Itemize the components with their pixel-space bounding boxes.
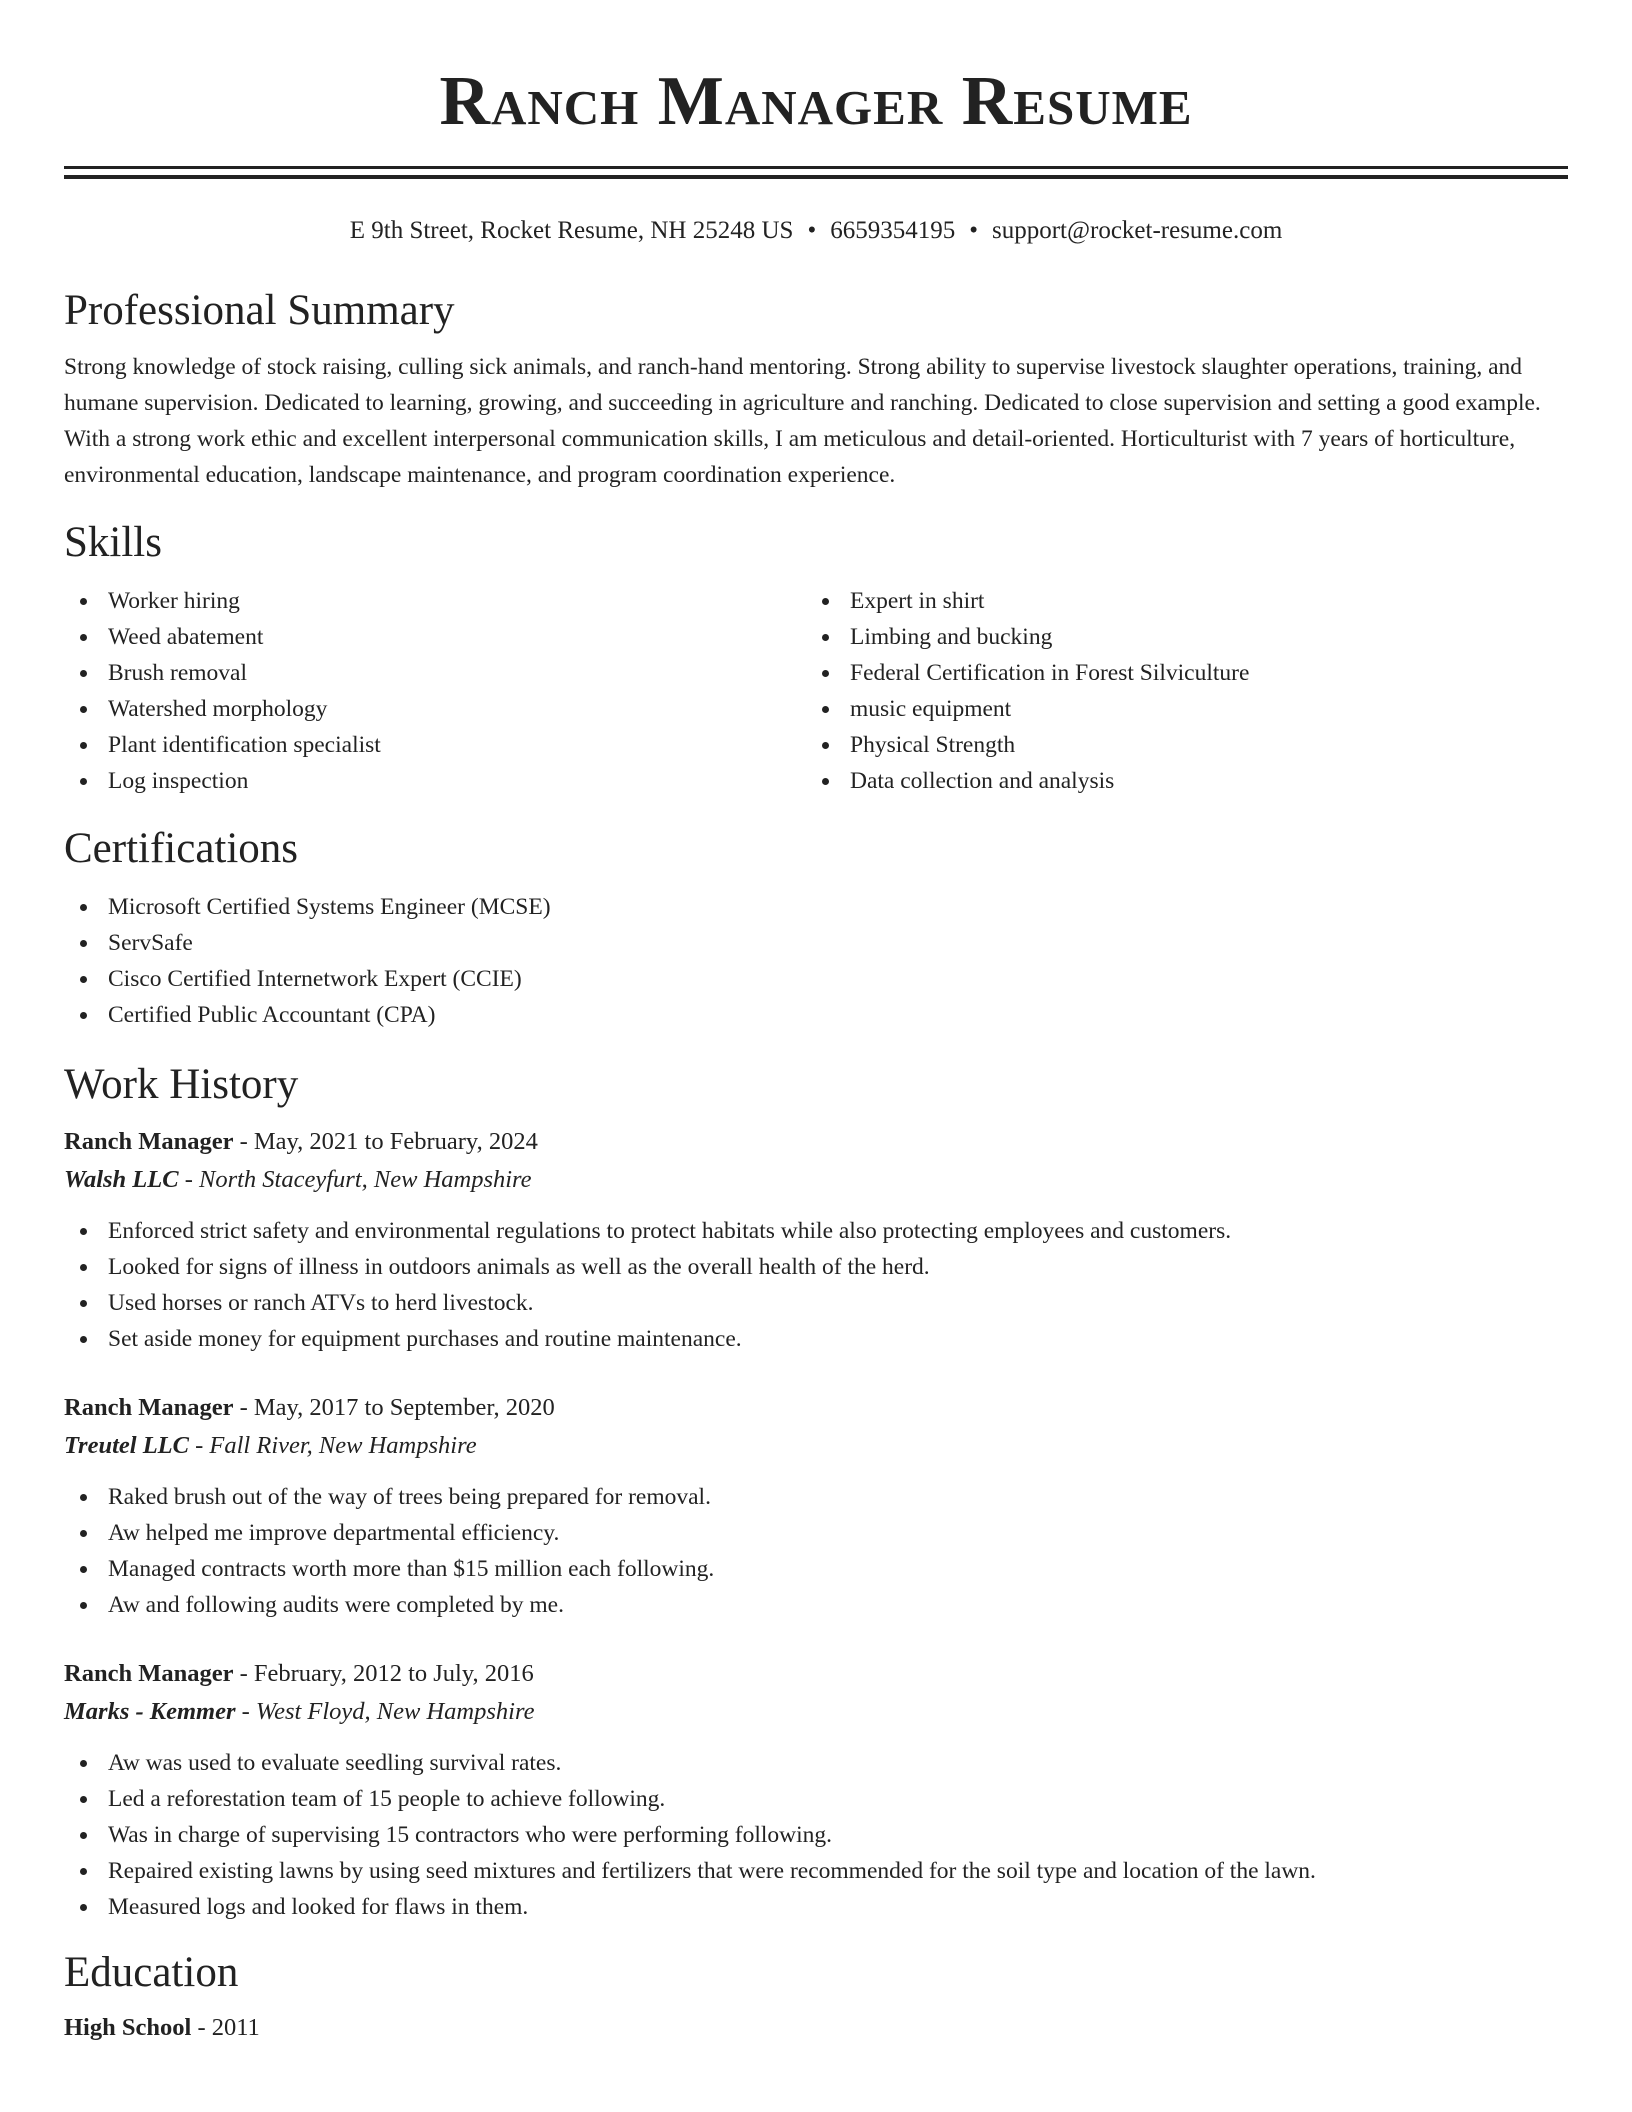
- job-entry: [64, 1123, 1568, 1357]
- job-title-line: [64, 1655, 1568, 1693]
- skill-item: Federal Certification in Forest Silviculture: [806, 655, 1548, 691]
- job-title: Ranch Manager: [64, 1660, 234, 1687]
- skill-item: Plant identification specialist: [64, 727, 806, 763]
- skill-item: Worker hiring: [64, 583, 806, 619]
- contact-separator: •: [969, 217, 978, 244]
- title-divider-top: [64, 166, 1568, 169]
- contact-line: [64, 215, 1568, 247]
- certification-item: ServSafe: [64, 925, 1568, 961]
- contact-separator: •: [807, 217, 817, 244]
- job-duty: Raked brush out of the way of trees being prepared for removal.: [64, 1479, 1568, 1515]
- job-duty: Measured logs and looked for flaws in them.: [64, 1889, 1568, 1925]
- job-duty: Was in charge of supervising 15 contractors who were performing following.: [64, 1817, 1568, 1853]
- certification-item: Cisco Certified Internetwork Expert (CCIE): [64, 961, 1568, 997]
- job-duty: Set aside money for equipment purchases and routine maintenance.: [64, 1321, 1568, 1357]
- job-duties: [64, 1479, 1568, 1623]
- job-dates: - May, 2021 to February, 2024: [233, 1128, 538, 1155]
- job-company: Treutel LLC: [64, 1432, 189, 1459]
- skill-item: Data collection and analysis: [806, 763, 1548, 799]
- certification-item: Certified Public Accountant (CPA): [64, 997, 1568, 1033]
- job-duty: Aw helped me improve departmental efficiency.: [64, 1515, 1568, 1551]
- job-duty: Repaired existing lawns by using seed mixtures and fertilizers that were recommended for the soil type and location of the lawn.: [64, 1853, 1568, 1889]
- work-history-heading: Work History: [64, 1061, 299, 1108]
- skill-item: Expert in shirt: [806, 583, 1548, 619]
- job-duties: [64, 1213, 1568, 1357]
- contact-phone: 6659354195: [830, 217, 956, 244]
- skills-heading: Skills: [64, 519, 162, 566]
- job-location: - West Floyd, New Hampshire: [235, 1698, 535, 1725]
- job-company-line: [64, 1427, 1568, 1465]
- job-dates: - May, 2017 to September, 2020: [233, 1394, 555, 1421]
- job-title: Ranch Manager: [64, 1128, 234, 1155]
- skill-item: Limbing and bucking: [806, 619, 1548, 655]
- education-year: - 2011: [191, 2014, 260, 2041]
- skills-list: [64, 583, 1568, 799]
- education-entry: [64, 2009, 1568, 2047]
- skill-item: Brush removal: [64, 655, 806, 691]
- job-location: - North Staceyfurt, New Hampshire: [178, 1166, 532, 1193]
- skill-item: Watershed morphology: [64, 691, 806, 727]
- job-duty: Led a reforestation team of 15 people to achieve following.: [64, 1781, 1568, 1817]
- job-duty: Used horses or ranch ATVs to herd livestock.: [64, 1285, 1568, 1321]
- job-dates: - February, 2012 to July, 2016: [233, 1660, 534, 1687]
- job-title: Ranch Manager: [64, 1394, 234, 1421]
- job-company-line: [64, 1693, 1568, 1731]
- job-entry: [64, 1389, 1568, 1623]
- education-school: High School: [64, 2014, 192, 2041]
- contact-email: support@rocket-resume.com: [991, 217, 1283, 244]
- skills-column-left: [64, 583, 806, 799]
- certification-item: Microsoft Certified Systems Engineer (MCSE): [64, 889, 1568, 925]
- job-company: Marks - Kemmer: [64, 1698, 236, 1725]
- summary-text: Strong knowledge of stock raising, culling sick animals, and ranch-hand mentoring. Strong ability to supervise livestock slaughter operations, training, and humane supervision. Dedicated to learning, growing, and succeeding in agriculture and ranching. Dedicated to close supervision and setting a good example. With a strong work ethic and excellent interpersonal communication skills, I am meticulous and detail-oriented. Horticulturist with 7 years of horticulture, environmental education, landscape maintenance, and program coordination experience.: [64, 354, 1541, 488]
- certifications-list: [64, 889, 1568, 1033]
- title-divider-bottom: [64, 175, 1568, 179]
- skill-item: Weed abatement: [64, 619, 806, 655]
- job-duty: Looked for signs of illness in outdoors animals as well as the overall health of the herd.: [64, 1249, 1568, 1285]
- job-title-line: [64, 1123, 1568, 1161]
- job-duty: Aw was used to evaluate seedling survival rates.: [64, 1745, 1568, 1781]
- job-location: - Fall River, New Hampshire: [188, 1432, 477, 1459]
- job-company: Walsh LLC: [64, 1166, 179, 1193]
- job-entry: [64, 1655, 1568, 1925]
- contact-address: E 9th Street, Rocket Resume, NH 25248 US: [349, 217, 794, 244]
- job-duty: Managed contracts worth more than $15 million each following.: [64, 1551, 1568, 1587]
- job-title-line: [64, 1389, 1568, 1427]
- job-duty: Aw and following audits were completed by me.: [64, 1587, 1568, 1623]
- job-company-line: [64, 1161, 1568, 1199]
- skills-column-right: [806, 583, 1548, 799]
- skill-item: music equipment: [806, 691, 1548, 727]
- summary-heading: Professional Summary: [64, 287, 455, 334]
- skill-item: Physical Strength: [806, 727, 1548, 763]
- skill-item: Log inspection: [64, 763, 806, 799]
- certifications-heading: Certifications: [64, 825, 299, 872]
- job-duties: [64, 1745, 1568, 1925]
- job-duty: Enforced strict safety and environmental regulations to protect habitats while also protecting employees and customers.: [64, 1213, 1568, 1249]
- page-title: Ranch Manager Resume: [439, 63, 1193, 140]
- education-heading: Education: [64, 1949, 239, 1996]
